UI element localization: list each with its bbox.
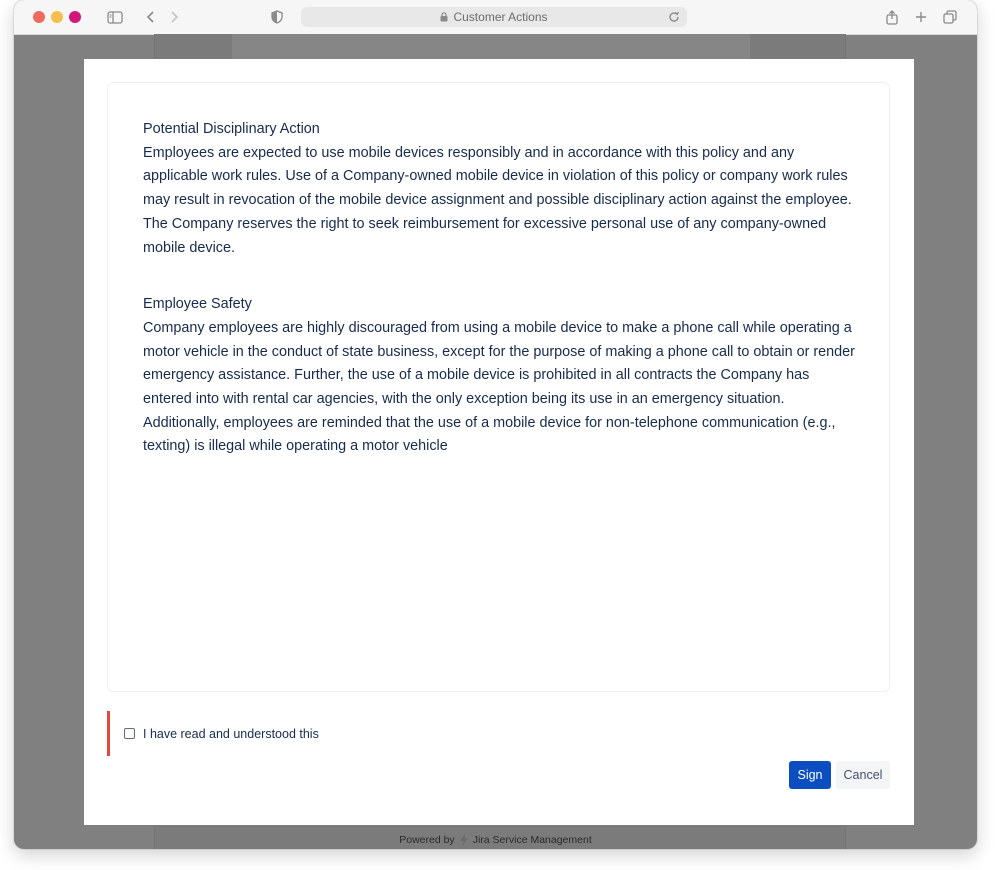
document-section: [143, 293, 861, 459]
shield-icon[interactable]: [267, 7, 287, 27]
address-bar[interactable]: [301, 7, 687, 27]
background-header: [232, 34, 750, 59]
share-icon[interactable]: [882, 7, 902, 27]
signature-dialog: [84, 59, 914, 825]
browser-toolbar: [14, 0, 977, 35]
section-body: Employees are expected to use mobile devices responsibly and in accordance with this policy and any applicable work rules. Use of a Company-owned mobile device in violation of this policy or company work rules may result in revocation of the mobile device assignment and possible disciplinary action against the employee. The Company reserves the right to seek reimbursement for excessive personal use of any company-owned mobile device.: [143, 144, 852, 256]
zoom-window-button[interactable]: [69, 11, 81, 23]
sidebar-icon[interactable]: [105, 7, 125, 27]
powered-by-footer: [14, 834, 977, 846]
document-panel: [107, 82, 890, 692]
sign-button[interactable]: Sign: [789, 761, 831, 789]
lock-icon: [440, 12, 448, 22]
section-heading: Potential Disciplinary Action: [143, 121, 320, 137]
section-heading: Employee Safety: [143, 296, 252, 313]
chevron-left-icon[interactable]: [141, 7, 161, 27]
browser-window: [14, 0, 977, 849]
minimize-window-button[interactable]: [51, 11, 63, 23]
document-section: [143, 118, 861, 260]
page-title: Customer Actions: [453, 10, 548, 24]
acknowledgement-checkbox[interactable]: [124, 728, 135, 739]
acknowledgement-field: [107, 711, 510, 756]
reload-icon[interactable]: [667, 10, 681, 24]
tabs-overview-icon[interactable]: [940, 7, 960, 27]
lightning-icon: [458, 834, 470, 846]
powered-by-label: Powered by: [399, 834, 455, 846]
document-text: [143, 118, 861, 492]
chevron-right-icon[interactable]: [164, 7, 184, 27]
cancel-button[interactable]: Cancel: [836, 761, 890, 789]
close-window-button[interactable]: [33, 11, 45, 23]
plus-icon[interactable]: [911, 7, 931, 27]
product-name[interactable]: Jira Service Management: [472, 834, 592, 846]
section-body: Company employees are highly discouraged from using a mobile device to make a phone call while operating a motor vehicle in the conduct of state business, except for the purpose of making a phone call to obtain or render emergency assistance. Further, the use of a mobile device is prohibited in all contracts the Company has entered into with rental car agencies, with the only exception being its use in an emergency situation. Additionally, employees are reminded that the use of a mobile device for non-telephone communication (e.g., texting) is illegal while operating a motor vehicle: [143, 319, 855, 455]
acknowledgement-label[interactable]: I have read and understood this: [143, 726, 319, 741]
